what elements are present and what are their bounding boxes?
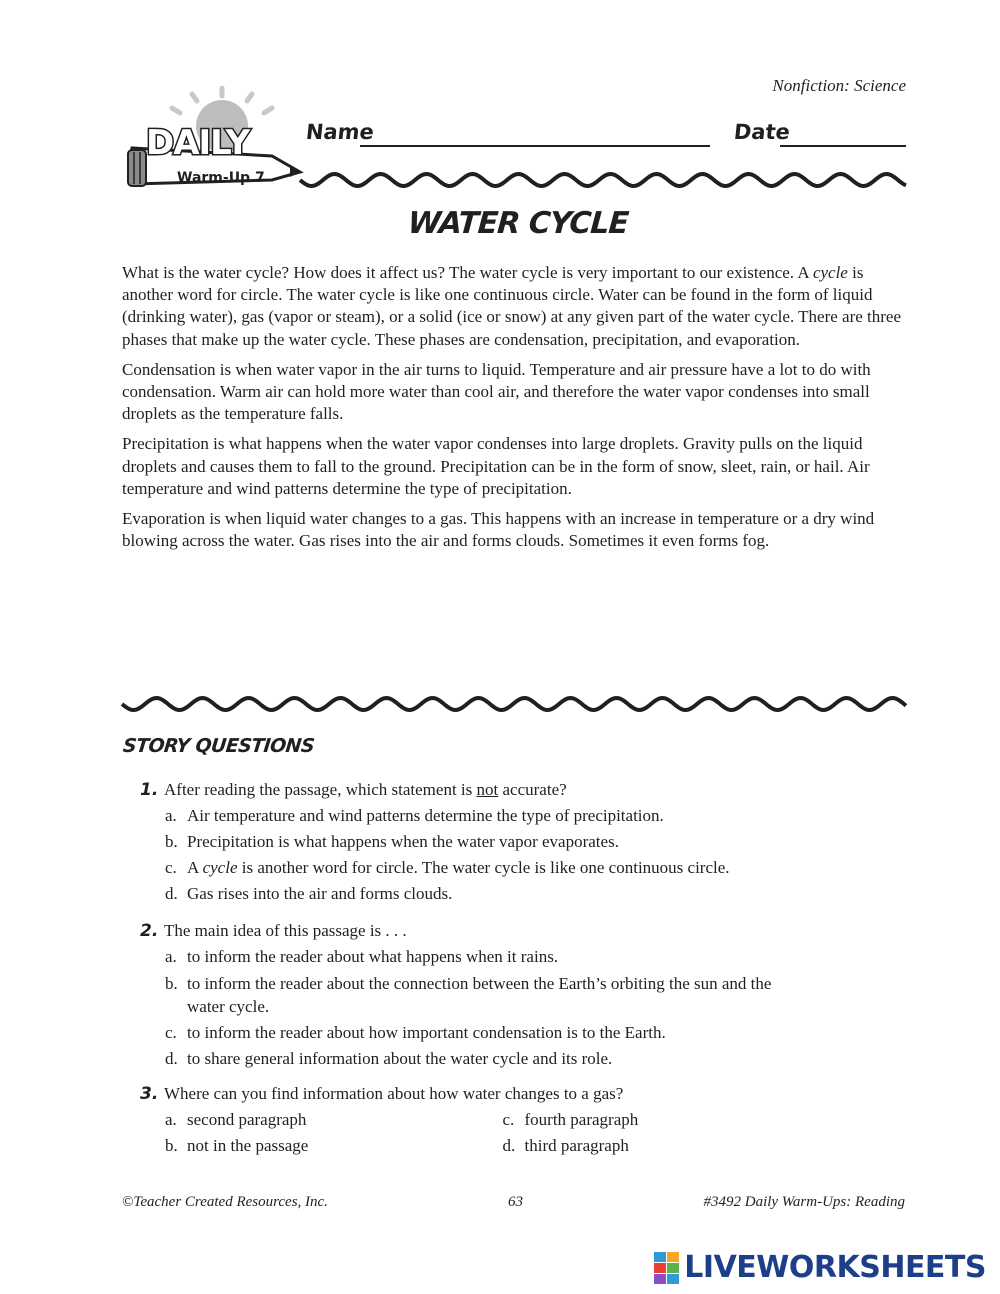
logo-subtitle: Warm-Up 7: [177, 170, 265, 186]
paragraph-4: Evaporation is when liquid water changes to a gas. This happens with an increase in temperature or a dry wind blowing across the water. Gas rises into the air and forms clouds. Sometimes it even forms fog.: [122, 509, 875, 551]
answer-option[interactable]: b. not in the passage: [165, 1136, 309, 1155]
watermark-text: LIVEWORKSHEETS: [684, 1250, 986, 1285]
question-stem: 3. Where can you find information about how water changes to a gas?: [140, 1084, 624, 1104]
footer-page-number: 63: [508, 1194, 523, 1210]
answer-option[interactable]: b. Precipitation is what happens when the water vapor evaporates.: [165, 832, 619, 851]
page-title: WATER CYCLE: [406, 206, 630, 241]
question-stem: 2. The main idea of this passage is . . .: [140, 921, 407, 941]
paragraph-3: Precipitation is what happens when the water vapor condenses into large droplets. Gravity pulls on the liquid droplets and causes them to fall to the ground. Precipitation can be in the form of snow, sleet, rain, or hail. Air temperature and wind patterns determine the type of precipitation.: [122, 434, 870, 498]
answer-option[interactable]: d. to share general information about the water cycle and its role.: [165, 1049, 613, 1068]
footer-copyright: ©Teacher Created Resources, Inc.: [122, 1194, 328, 1210]
date-label: Date: [732, 120, 792, 144]
logo-word: DAILY: [146, 123, 250, 163]
answer-option[interactable]: c. fourth paragraph: [502, 1110, 639, 1129]
answer-option[interactable]: c. to inform the reader about how important condensation is to the Earth.: [165, 1023, 666, 1042]
date-field[interactable]: [780, 145, 906, 147]
answer-option[interactable]: b. to inform the reader about the connection between the Earth’s orbiting the sun and the water cycle.: [165, 974, 772, 1016]
wavy-divider-top: [0, 166, 1000, 196]
name-field[interactable]: [360, 145, 710, 147]
answer-option[interactable]: a. Air temperature and wind patterns determine the type of precipitation.: [165, 806, 664, 825]
paragraph-2: Condensation is when water vapor in the air turns to liquid. Temperature and air pressure have a lot to do with condensation. Warm air can hold more water than cool air, and therefore the water vapor condenses into small droplets as the temperature falls.: [122, 359, 871, 424]
question-stem: 1. After reading the passage, which statement is not accurate?: [140, 780, 567, 800]
question-3: [140, 1081, 840, 1159]
footer-book-title: #3492 Daily Warm-Ups: Reading: [703, 1194, 905, 1210]
answer-option[interactable]: a. to inform the reader about what happens when it rains.: [165, 947, 559, 966]
answer-option[interactable]: a. second paragraph: [165, 1110, 307, 1129]
wavy-divider-bottom: [0, 690, 1000, 720]
liveworksheets-logo-icon: [654, 1252, 680, 1284]
category-label: Nonfiction: Science: [772, 76, 906, 95]
answer-option[interactable]: d. third paragraph: [502, 1136, 629, 1155]
liveworksheets-watermark[interactable]: [654, 1250, 986, 1285]
reading-passage: [122, 262, 902, 560]
story-questions-title: STORY QUESTIONS: [121, 735, 316, 757]
name-label: Name: [304, 120, 376, 144]
question-1: [140, 777, 840, 907]
answer-option[interactable]: c. A cycle is another word for circle. The water cycle is like one continuous circle.: [165, 858, 730, 877]
paragraph-1: What is the water cycle? How does it affect us? The water cycle is very important to our existence. A cycle is another word for circle. The water cycle is like one continuous circle. Water can be found in the form of liquid (drinking water), gas (vapor or steam), or a solid (ice or snow) at any given part of the water cycle. There are three phases that make up the water cycle. These phases are condensation, precipitation, and evaporation.: [122, 263, 902, 349]
answer-option[interactable]: d. Gas rises into the air and forms clouds.: [165, 884, 453, 903]
question-2: [140, 918, 840, 1072]
